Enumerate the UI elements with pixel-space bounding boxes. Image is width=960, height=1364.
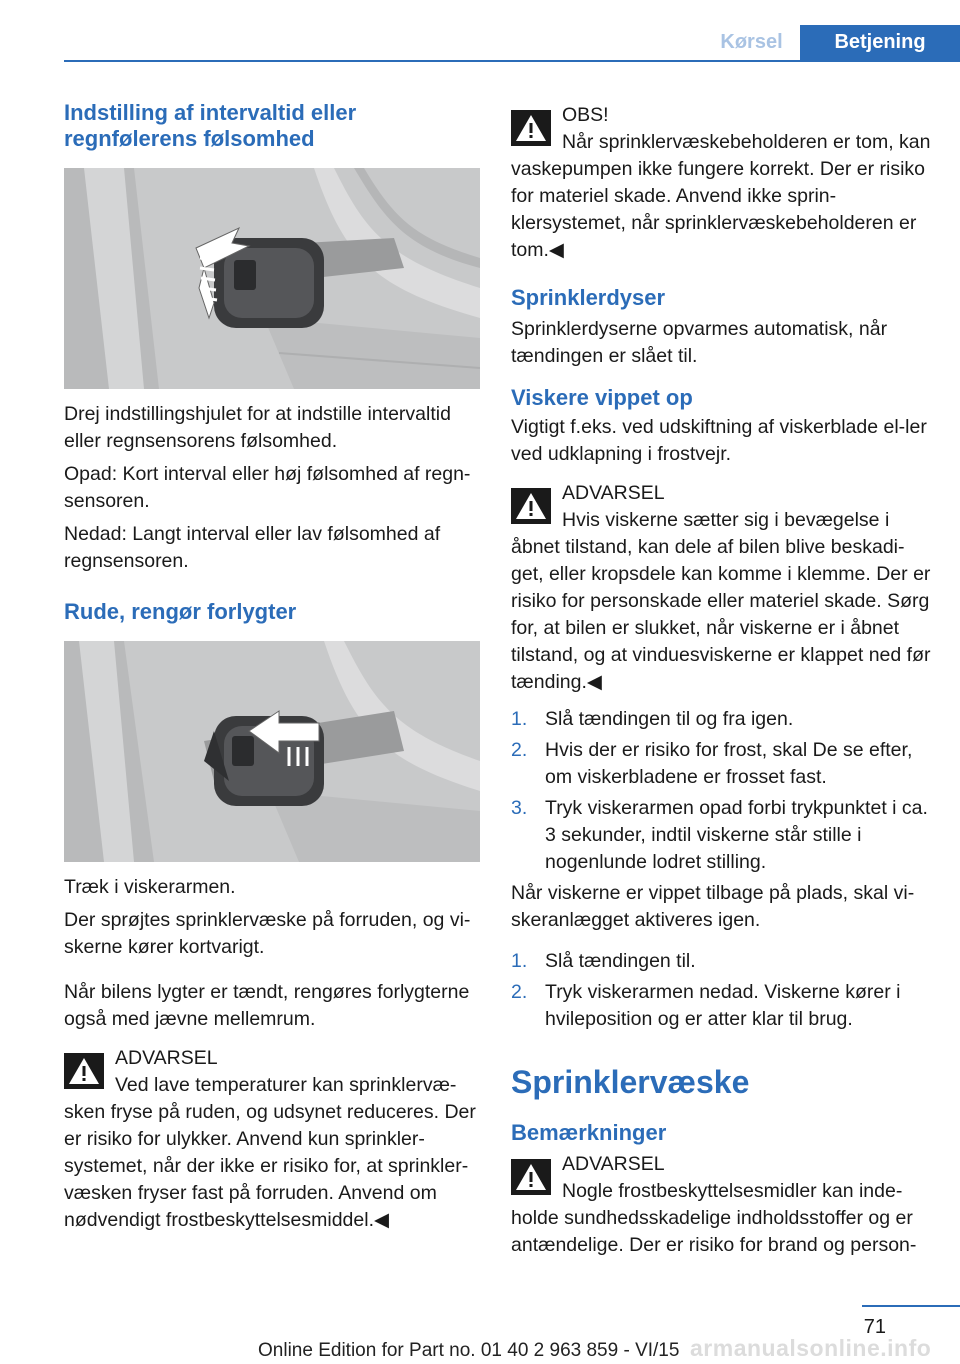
page-header xyxy=(64,25,960,62)
header-rule xyxy=(64,60,960,62)
warning-block-freeze xyxy=(64,1045,480,1234)
paragraph-spray: Der sprøjtes sprinklervæske på forruden, og vi-skerne kører kortvarigt. xyxy=(64,909,471,958)
figure-wiper-stalk-pull xyxy=(64,641,480,862)
warning-label: ADVARSEL xyxy=(562,1153,665,1175)
warning-triangle-icon xyxy=(511,1159,551,1195)
notice-text: Når sprinklervæskebeholderen er tom, kan vaskepumpen ikke fungere korrekt. Der er risiko for materiel skade. Anvend ikke sprin-klersystemet, når sprinklervæskebeholderen er tom.◀ xyxy=(511,131,931,261)
section-heading-interval: Indstilling af intervaltid eller regnfølerens følsomhed xyxy=(64,100,357,151)
tab-betjening[interactable]: Betjening xyxy=(800,25,960,60)
notice-block-obs xyxy=(511,102,931,264)
chapter-heading-sprinklervaeske: Sprinklervæske xyxy=(511,1064,750,1100)
steps-list-raise xyxy=(511,706,931,876)
warning-text: Nogle frostbeskyttelsesmidler kan inde-holde sundhedsskadelige indholdsstoffer og er antændelige. Der er risiko for brand og person- xyxy=(511,1180,917,1256)
wiper-stalk-wheel-illustration xyxy=(64,168,480,389)
paragraph-dyser: Sprinklerdyserne opvarmes automatisk, når tændingen er slået til. xyxy=(511,318,888,367)
watermark: armanualsonline.info xyxy=(690,1335,932,1361)
paragraph-pull-stalk: Træk i viskerarmen. xyxy=(64,876,236,898)
page-number: 71 xyxy=(863,1316,886,1338)
paragraph-down: Nedad: Langt interval eller lav følsomhed af regnsensoren. xyxy=(64,523,441,572)
wiper-stalk-pull-illustration xyxy=(64,641,480,862)
warning-block-antifreeze xyxy=(511,1151,931,1259)
warning-triangle-icon xyxy=(511,488,551,524)
warning-triangle-icon xyxy=(64,1053,104,1089)
right-column xyxy=(511,102,931,1259)
section-heading-dyser: Sprinklerdyser xyxy=(511,285,666,310)
list-item: 1. Slå tændingen til og fra igen. xyxy=(511,708,794,730)
figure-wiper-stalk-wheel xyxy=(64,168,480,389)
left-column xyxy=(64,100,480,1234)
paragraph-turn-wheel: Drej indstillingshjulet for at indstille intervaltid eller regnsensorens følsomhed. xyxy=(64,403,451,452)
paragraph-back: Når viskerne er vippet tilbage på plads, skal vi-skeranlægget aktiveres igen. xyxy=(511,882,915,931)
notice-label: OBS! xyxy=(562,104,609,126)
warning-block-wipers xyxy=(511,480,931,696)
edition-note: Online Edition for Part no. 01 40 2 963 859 - VI/15 xyxy=(258,1340,680,1361)
paragraph-vippet: Vigtigt f.eks. ved udskiftning af viskerblade el-ler ved udklapning i frostvejr. xyxy=(511,416,927,465)
section-heading-vippet: Viskere vippet op xyxy=(511,385,693,410)
warning-text: Ved lave temperaturer kan sprinklervæ-sken fryse på ruden, og udsynet reduceres. Der er risiko for ulykker. Anvend kun sprinkler-systemet, når der ikke er risiko for, at sprinkler-væsken fryser fast på forruden. Anvend om nødvendigt frostbeskyttelsesmiddel.◀ xyxy=(64,1074,476,1231)
section-heading-bemaerkninger: Bemærkninger xyxy=(511,1120,667,1145)
paragraph-headlights: Når bilens lygter er tændt, rengøres forlygterne også med jævne mellemrum. xyxy=(64,981,470,1030)
warning-triangle-icon xyxy=(511,110,551,146)
steps-list-restore xyxy=(511,948,931,1033)
list-item: 2. Tryk viskerarmen nedad. Viskerne kører i hvileposition og er atter klar til brug. xyxy=(511,981,901,1030)
warning-label: ADVARSEL xyxy=(562,482,665,504)
tab-korsel[interactable]: Kørsel xyxy=(720,31,783,53)
list-item: 2. Hvis der er risiko for frost, skal De se efter, om viskerbladene er frosset fast. xyxy=(511,739,913,788)
list-item: 3. Tryk viskerarmen opad forbi trykpunktet i ca. 3 sekunder, indtil viskerne står stille i nogenlunde lodret stilling. xyxy=(511,797,928,873)
warning-text: Hvis viskerne sætter sig i bevægelse i åbnet tilstand, kan dele af bilen blive beskadi-get, eller kropsdele kan komme i klemme. Der er risiko for personskade eller materiel skade. Sørg for, at bilen er slukket, når viskerne er i åbnet tilstand, og at vinduesviskerne er klappet ned før tænding.◀ xyxy=(511,509,931,693)
footer-rule xyxy=(862,1305,960,1307)
paragraph-up: Opad: Kort interval eller høj følsomhed af regn-sensoren. xyxy=(64,463,471,512)
warning-label: ADVARSEL xyxy=(115,1047,218,1069)
list-item: 1. Slå tændingen til. xyxy=(511,950,696,972)
section-heading-rude: Rude, rengør forlygter xyxy=(64,599,297,624)
